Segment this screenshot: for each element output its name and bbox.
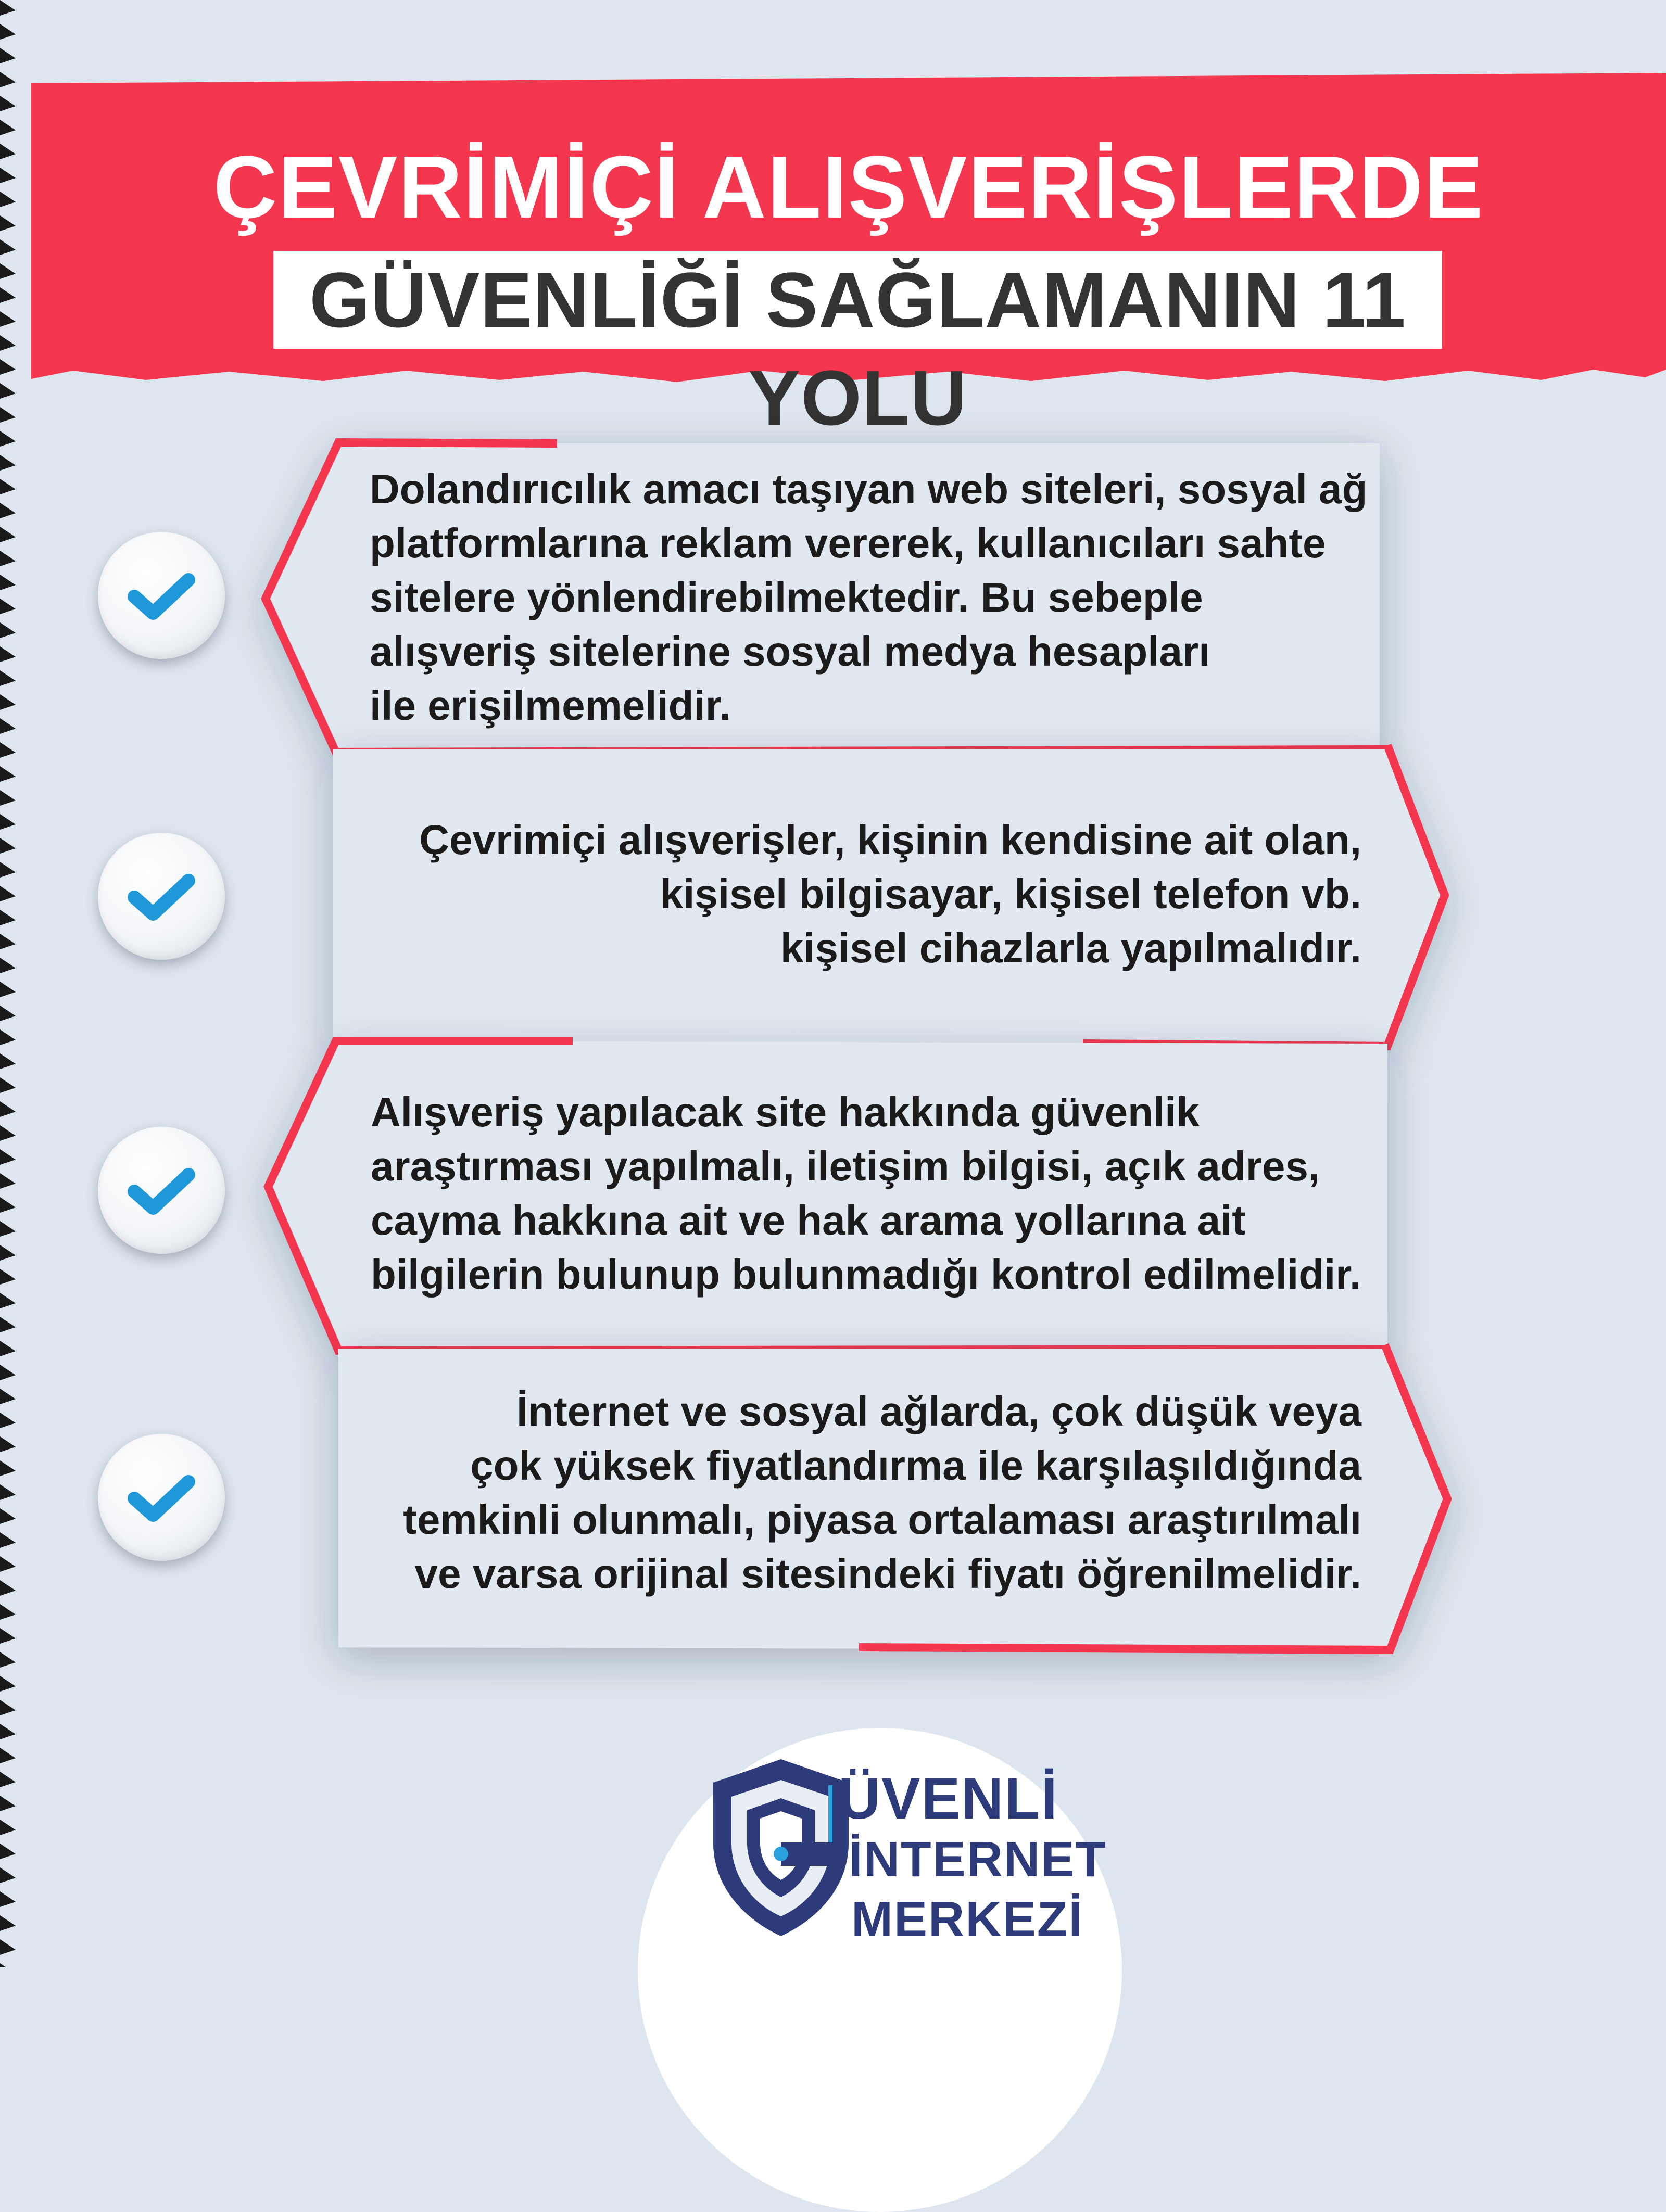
title-line-2: GÜVENLİĞİ SAĞLAMANIN 11 YOLU bbox=[309, 256, 1406, 441]
logo-word-1: ÜVENLİ bbox=[838, 1766, 1058, 1831]
item-text-2: Çevrimiçi alışverişler, kişinin kendisine ait olan, kişisel bilgisayar, kişisel telefon vb. kişisel cihazlarla yapılmalıdır. bbox=[419, 817, 1361, 971]
title-line-1: ÇEVRİMİÇİ ALIŞVERİŞLERDE bbox=[213, 138, 1484, 237]
shield-g-logo-icon bbox=[703, 1754, 859, 1941]
item-text-3: Alışveriş yapılacak site hakkında güvenlik araştırması yapılmalı, iletişim bilgisi, açık adres, cayma hakkına ait ve hak arama yollarına ait bilgilerin bulunup bulunmadığı kontrol edilmelidir. bbox=[371, 1089, 1361, 1298]
checkmark-icon bbox=[98, 1127, 225, 1254]
logo-word-3: MERKEZİ bbox=[851, 1891, 1083, 1947]
item-text-1: Dolandırıcılık amacı taşıyan web siteleri, sosyal ağ platformlarına reklam vererek, kullanıcıları sahte sitelere yönlendirebilmektedir. Bu sebeple alışveriş sitelerine sosyal medya hesapları ile erişilmemelidir. bbox=[370, 466, 1368, 729]
item-text-4: İnternet ve sosyal ağlarda, çok düşük veya çok yüksek fiyatlandırma ile karşılaşıldığında temkinli olunmalı, piyasa ortalaması araştırılmalı ve varsa orijinal sitesindeki fiyatı öğrenilmelidir. bbox=[403, 1388, 1361, 1597]
checkmark-icon bbox=[98, 532, 225, 659]
checkmark-icon bbox=[98, 833, 225, 960]
logo-word-2: İNTERNET bbox=[849, 1832, 1107, 1887]
checkmark-icon bbox=[98, 1434, 225, 1561]
